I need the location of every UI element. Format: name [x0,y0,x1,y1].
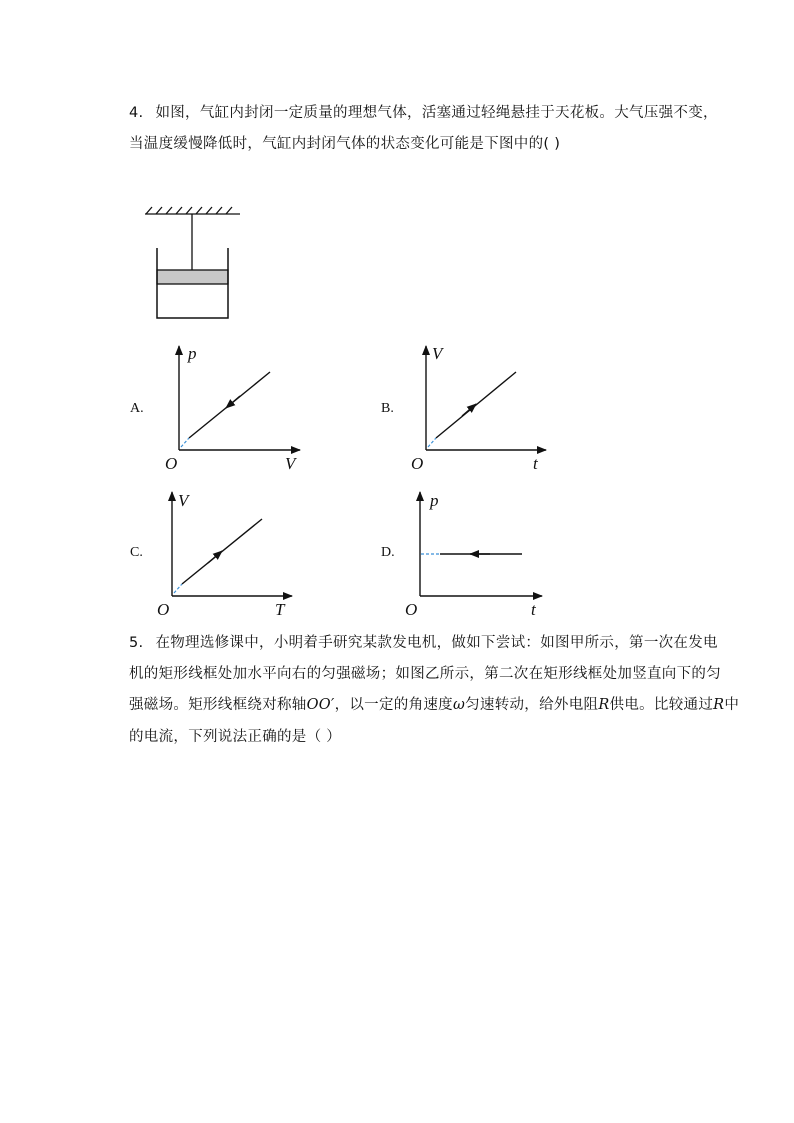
graph-d[interactable] [405,491,542,619]
graph-a-dashed-extension [181,438,189,447]
graph-a[interactable] [165,344,300,473]
q5-text-3d: 供电。比较通过 [609,697,714,713]
graph-b-x-label: t [533,454,538,473]
option-d-label[interactable]: D. [381,545,395,560]
graph-c-direction-arrow [208,551,222,563]
graph-a-y-label: p [188,344,197,363]
graph-b-direction-arrow [462,404,476,416]
graph-c-dashed-extension [174,584,182,593]
q5-line-1 [129,633,718,653]
graph-c-x-label: T [275,600,285,619]
q5-text-3a: 强磁场。矩形线框绕对称轴 [129,697,307,713]
q4-text-2: 当温度缓慢降低时，气缸内封闭气体的状态变化可能是下图中的( ) [129,136,561,152]
option-b-label[interactable]: B. [381,401,394,416]
q5-text-1: 在物理选修课中，小明着手研究某款发电机，做如下尝试：如图甲所示，第一次在发电 [155,635,718,651]
graph-d-x-label: t [531,600,536,619]
axis-symbol: OO′ [306,697,335,713]
q4-number: 4. [129,105,144,121]
option-a-label[interactable]: A. [130,401,144,416]
option-c-label[interactable]: C. [130,545,143,560]
q5-text-2: 机的矩形线框处加水平向右的匀强磁场；如图乙所示，第二次在矩形线框处加竖直向下的匀 [129,666,721,682]
q5-text-3b: ，以一定的角速度 [334,697,453,713]
graph-b-dashed-extension [428,438,436,447]
graph-b-y-label: V [432,344,443,363]
graph-b[interactable] [411,344,546,473]
graph-c[interactable] [157,491,292,619]
graph-c-origin: O [157,600,170,619]
graph-a-direction-arrow [226,396,240,408]
resistor-symbol-2: R [713,697,725,713]
q5-line-4 [129,727,341,747]
graph-c-y-label: V [178,491,189,510]
q5-text-3e: 中 [724,697,740,713]
graph-a-origin: O [165,454,178,473]
graph-a-x-label: V [285,454,296,473]
omega-symbol: ω [452,697,466,713]
graph-b-line [436,372,516,438]
q5-text-4: 的电流，下列说法正确的是（ ） [129,729,342,745]
q5-text-3c: 匀速转动，给外电阻 [465,697,599,713]
q5-line-3 [129,695,739,715]
graph-b-origin: O [411,454,424,473]
graph-d-origin: O [405,600,418,619]
q5-number: 5. [129,635,144,651]
resistor-symbol: R [598,697,610,713]
q5-line-2 [129,664,721,684]
graph-d-y-label: p [430,491,439,510]
q4-text-1: 如图，气缸内封闭一定质量的理想气体，活塞通过轻绳悬挂于天花板。大气压强不变， [155,105,718,121]
